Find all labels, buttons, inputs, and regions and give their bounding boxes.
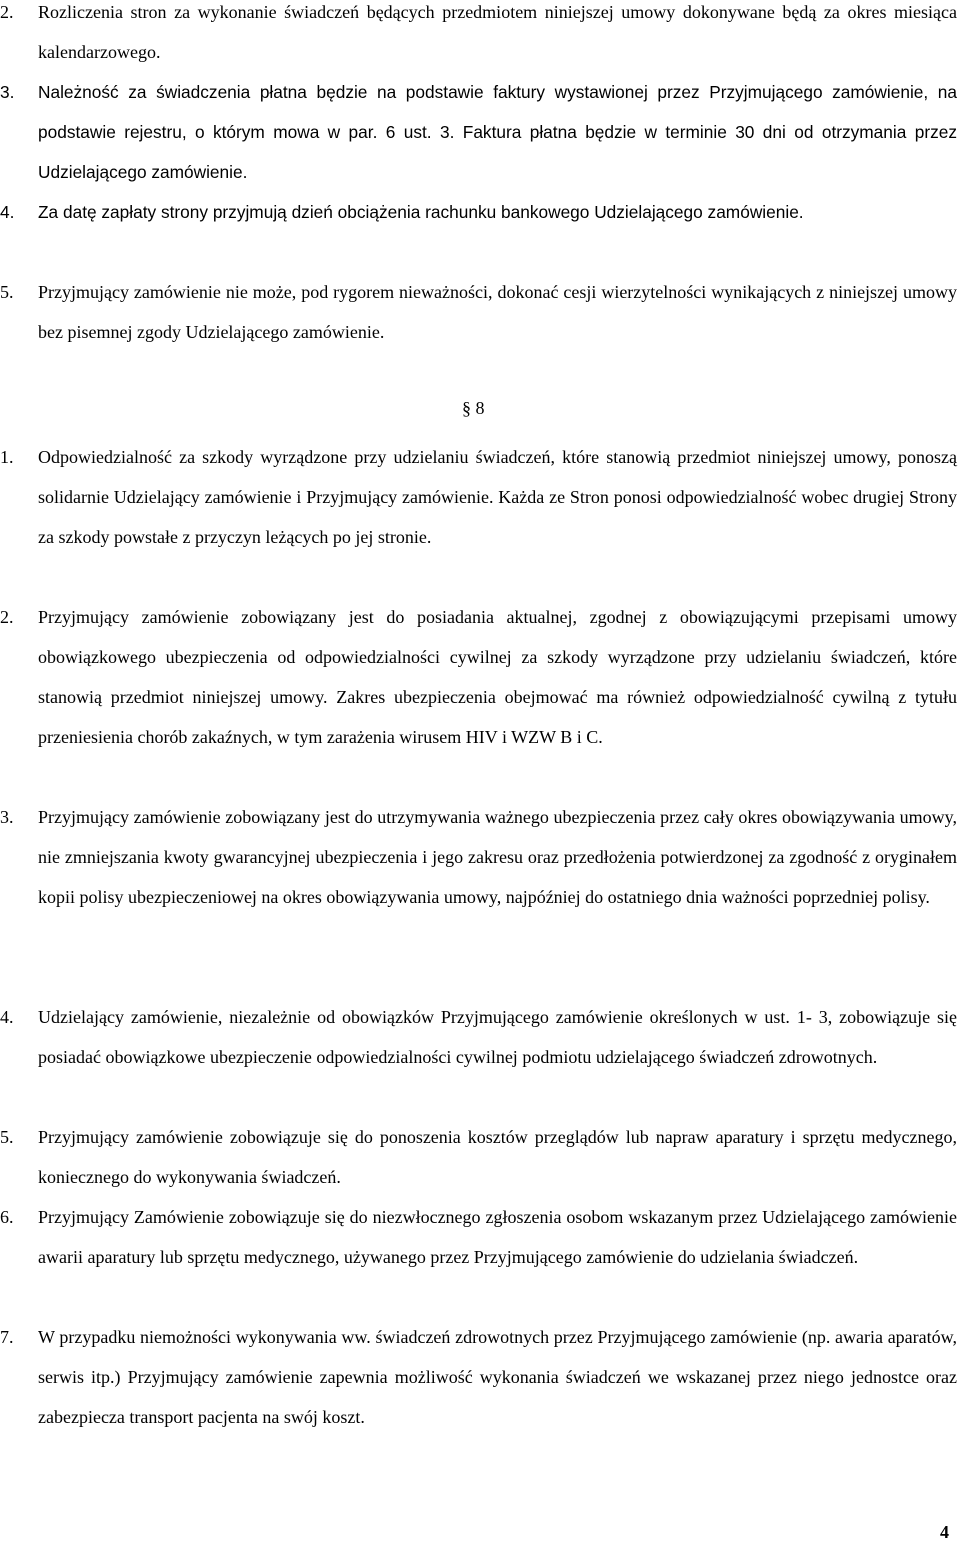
item-text: Udzielający zamówienie, niezależnie od obowiązków Przyjmującego zamówienie określonych w ust. 1- 3, zobowiązuje się posiadać obowiązkowe ubezpieczenie odpowiedzialności cywilnej podmiotu udzielającego świadczeń zdrowotnych. [38,1007,957,1067]
section-heading: § 8 [462,398,485,418]
item-text: Odpowiedzialność za szkody wyrządzone przy udzielaniu świadczeń, które stanowią przedmiot niniejszej umowy, ponoszą solidarnie Udzielający zamówienie i Przyjmujący zamówienie. Każda ze Stron ponosi odpowiedzialność wobec drugiej Strony za szkody powstałe z przyczyn leżących po jej stronie. [38,447,957,547]
list-item [0,1197,957,1317]
item-number: 5. [0,1127,14,1147]
item-number: 3. [0,82,15,102]
list-item [0,192,957,272]
item-number: 4. [0,202,15,222]
item-text: Przyjmujący zamówienie nie może, pod rygorem nieważności, dokonać cesji wierzytelności wynikających z niniejszej umowy bez pisemnej zgody Udzielającego zamówienie. [38,282,957,342]
item-text: Należność za świadczenia płatna będzie na podstawie faktury wystawionej przez Przyjmującego zamówienie, na podstawie rejestru, o którym mowa w par. 6 ust. 3. Faktura płatna będzie w terminie 30 dni od otrzymania przez Udzielającego zamówienie. [38,82,957,182]
item-number: 1. [0,447,14,467]
item-number: 7. [0,1327,14,1347]
list-item [0,997,957,1117]
list-item [0,272,957,352]
item-number: 5. [0,282,14,302]
item-number: 3. [0,807,14,827]
item-text: Przyjmujący zamówienie zobowiązany jest do utrzymywania ważnego ubezpieczenia przez cały okres obowiązywania umowy, nie zmniejszania kwoty gwarancyjnej ubezpieczenia i jego zakresu oraz przedłożenia potwierdzonej za zgodność z oryginałem kopii polisy ubezpieczeniowej na okres obowiązywania umowy, najpóźniej do ostatniego dnia ważności poprzedniej polisy. [38,807,957,907]
item-number: 2. [0,2,14,22]
item-text: W przypadku niemożności wykonywania ww. świadczeń zdrowotnych przez Przyjmującego zamówienie (np. awaria aparatów, serwis itp.) Przyjmujący zamówienie zapewnia możliwość wykonania świadczeń we wskazanej przez niego jednostce oraz zabezpiecza transport pacjenta na swój koszt. [38,1327,957,1427]
list-item [0,0,957,72]
list-item [0,437,957,597]
list-item [0,597,957,797]
item-text: Za datę zapłaty strony przyjmują dzień obciążenia rachunku bankowego Udzielającego zamówienie. [38,202,804,222]
list-item [0,797,957,997]
item-text: Przyjmujący zamówienie zobowiązuje się do ponoszenia kosztów przeglądów lub napraw aparatury i sprzętu medycznego, koniecznego do wykonywania świadczeń. [38,1127,957,1187]
liability-list [0,437,957,1477]
list-item [0,1317,957,1477]
item-text: Przyjmujący Zamówienie zobowiązuje się do niezwłocznego zgłoszenia osobom wskazanym przez Udzielającego zamówienie awarii aparatury lub sprzętu medycznego, używanego przez Przyjmującego zamówienie do udzielania świadczeń. [38,1207,957,1267]
item-text: Przyjmujący zamówienie zobowiązany jest do posiadania aktualnej, zgodnej z obowiązującymi przepisami umowy obowiązkowego ubezpieczenia od odpowiedzialności cywilnej za szkody wyrządzone przy udzielaniu świadczeń, które stanowią przedmiot niniejszej umowy. Zakres ubezpieczenia obejmować ma również odpowiedzialność cywilną z tytułu przeniesienia chorób zakaźnych, w tym zarażenia wirusem HIV i WZW B i C. [38,607,957,747]
list-item [0,1117,957,1197]
page-number: 4 [940,1522,949,1542]
payment-terms-list [0,0,957,352]
item-number: 6. [0,1207,14,1227]
item-number: 4. [0,1007,14,1027]
item-text: Rozliczenia stron za wykonanie świadczeń będących przedmiotem niniejszej umowy dokonywane będą za okres miesiąca kalendarzowego. [38,2,957,62]
item-number: 2. [0,607,14,627]
list-item [0,72,957,192]
